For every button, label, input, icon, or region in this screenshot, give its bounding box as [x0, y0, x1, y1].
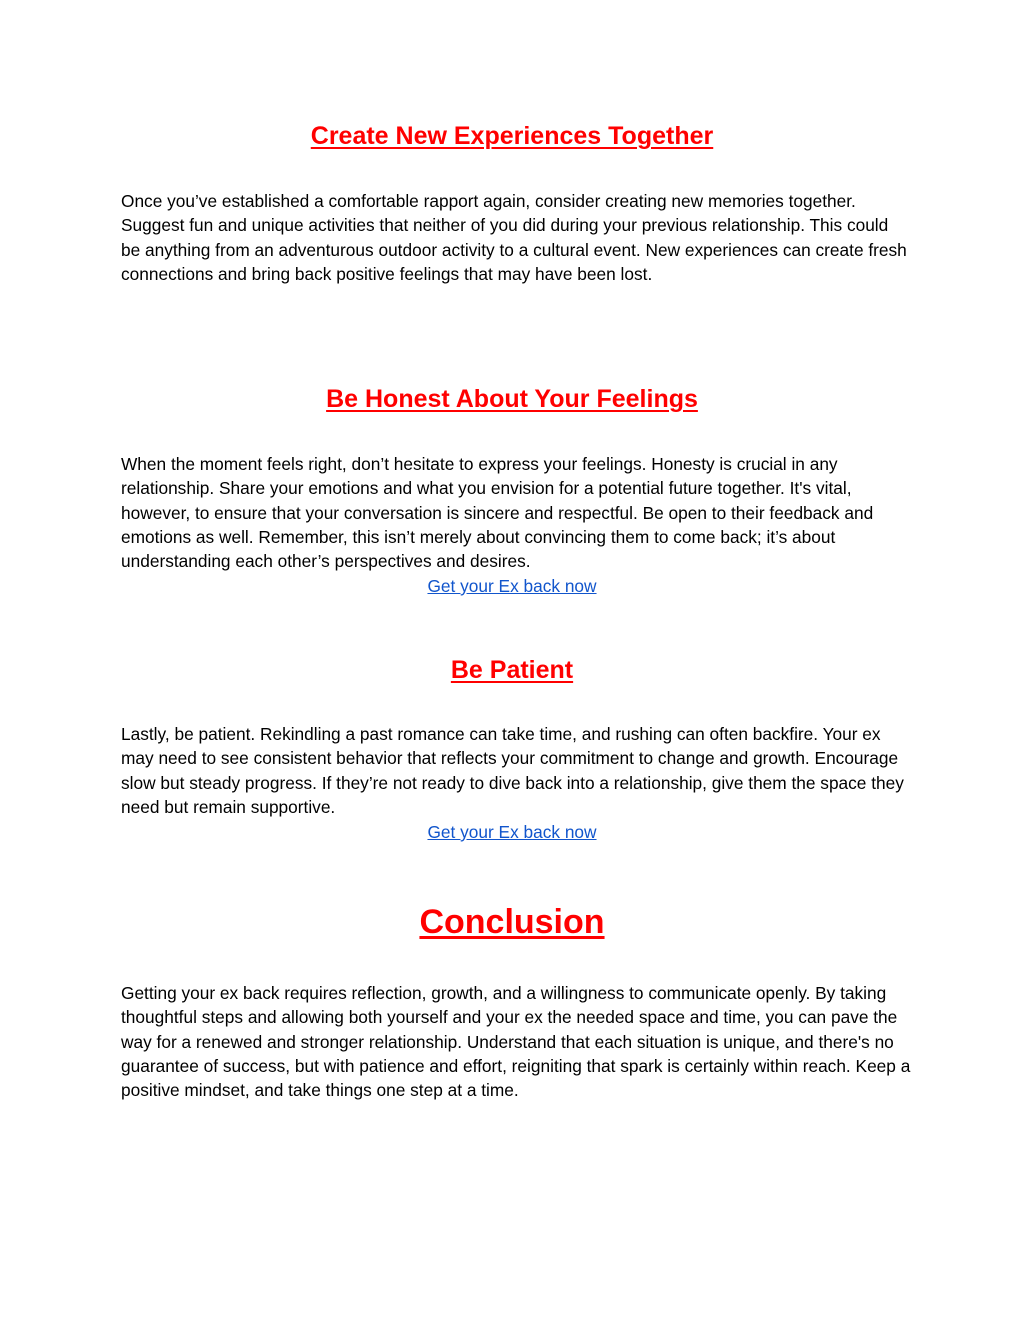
heading-be-patient: Be Patient	[450, 656, 574, 684]
get-your-ex-back-link[interactable]: Get your Ex back now	[427, 822, 597, 842]
get-your-ex-back-link[interactable]: Get your Ex back now	[427, 576, 597, 596]
paragraph-conclusion: Getting your ex back requires reflection, growth, and a willingness to communicate openly. By taking thoughtful steps and allowing both yourself and your ex the needed space and time, you can pave the way for a renewed and stronger relationship. Understand that each situation is unique, and there's no guarantee of success, but with patience and effort, reigniting that spark is certainly within reach. Keep a positive mindset, and take things one step at a time.	[121, 983, 911, 1101]
heading-create-new-experiences: Create New Experiences Together	[310, 122, 714, 150]
link-row-1	[0, 574, 1024, 598]
link-row-2	[0, 820, 1024, 844]
paragraph-be-patient: Lastly, be patient. Rekindling a past romance can take time, and rushing can often backfire. Your ex may need to see consistent behavior that reflects your commitment to change and growth. Encourage slow but steady progress. If they’re not ready to dive back into a relationship, give them the space they need but remain supportive.	[121, 724, 904, 817]
heading-be-honest: Be Honest About Your Feelings	[326, 385, 698, 413]
paragraph-be-honest: When the moment feels right, don’t hesitate to express your feelings. Honesty is crucial in any relationship. Share your emotions and what you envision for a potential future together. It's vital, however, to ensure that your conversation is sincere and respectful. Be open to their feedback and emotions as well. Remember, this isn’t merely about convincing them to come back; it’s about understanding each other’s perspectives and desires.	[121, 454, 874, 572]
paragraph-create-new-experiences: Once you’ve established a comfortable rapport again, consider creating new memories together. Suggest fun and unique activities that neither of you did during your previous relationship. This could be anything from an adventurous outdoor activity to a cultural event. New experiences can create fresh connections and bring back positive feelings that may have been lost.	[121, 191, 907, 284]
heading-conclusion: Conclusion	[419, 903, 605, 941]
